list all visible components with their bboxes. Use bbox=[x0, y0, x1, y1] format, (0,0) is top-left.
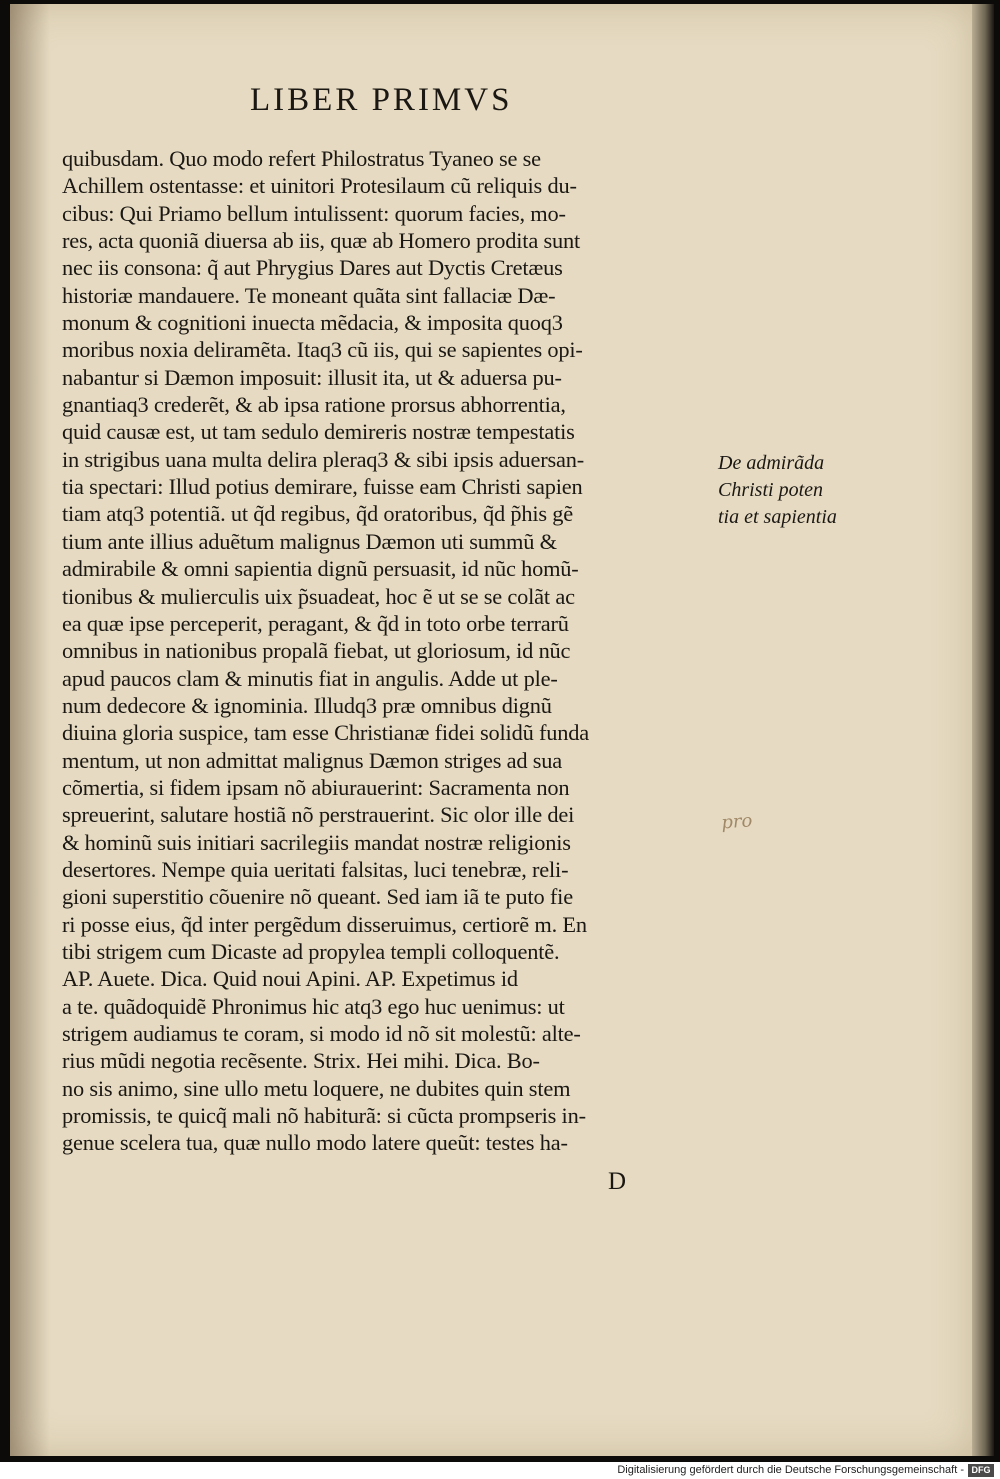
text-line: genue scelera tua, quæ nullo modo latere queũt: testes ha- bbox=[62, 1130, 568, 1156]
text-line: gnantiaq3 crederẽt, & ab ipsa ratione prorsus abhorrentia, bbox=[62, 392, 566, 418]
text-line: apud paucos clam & minutis fiat in angulis. Adde ut ple- bbox=[62, 665, 558, 691]
funding-credit: Digitalisierung gefördert durch die Deutsche Forschungsgemeinschaft - bbox=[617, 1464, 964, 1476]
text-line: omnibus in nationibus propalã fiebat, ut gloriosum, id nũc bbox=[62, 638, 571, 664]
marginal-note bbox=[718, 450, 868, 531]
marginal-note-line: De admirãda bbox=[718, 452, 825, 474]
text-line: tia spectari: Illud potius demirare, fuisse eam Christi sapien bbox=[62, 474, 583, 500]
dfg-logo: DFG bbox=[968, 1464, 994, 1477]
text-line: ri posse eius, q̃d inter pergẽdum disseruimus, certiorẽ m. En bbox=[62, 911, 587, 937]
text-line: promissis, te quicq̃ mali nõ habiturã: si cũcta prompseris in- bbox=[62, 1103, 586, 1129]
text-line: tium ante illius aduẽtum malignus Dæmon uti summũ & bbox=[62, 528, 557, 554]
text-line: monum & cognitioni inuecta mẽdacia, & imposita quoq3 bbox=[62, 310, 563, 336]
running-head: LIBER PRIMVS bbox=[250, 82, 513, 118]
text-line: cõmertia, si fidem ipsam nõ abiurauerint: Sacramenta non bbox=[62, 774, 570, 800]
text-line: spreuerint, salutare hostiã nõ perstrauerint. Sic olor ille dei bbox=[62, 802, 575, 828]
text-line: nabantur si Dæmon imposuit: illusit ita, ut & aduersa pu- bbox=[62, 364, 562, 390]
text-line: nec iis consona: q̃ aut Phrygius Dares aut Dyctis Cretæus bbox=[62, 255, 563, 281]
text-line: desertores. Nempe quia ueritati falsitas, luci tenebræ, reli- bbox=[62, 856, 569, 882]
text-line: tionibus & mulierculis uix p̃suadeat, hoc ẽ ut se se colãt ac bbox=[62, 583, 575, 609]
text-line: quibusdam. Quo modo refert Philostratus Tyaneo se se bbox=[62, 146, 541, 171]
marginal-note-line: tia et sapientia bbox=[718, 506, 837, 528]
text-line: cibus: Qui Priamo bellum intulissent: quorum facies, mo- bbox=[62, 200, 566, 226]
text-line: rius mũdi negotia recẽsente. Strix. Hei mihi. Dica. Bo- bbox=[62, 1048, 540, 1074]
text-line: a te. quãdoquidẽ Phronimus hic atq3 ego huc uenimus: ut bbox=[62, 993, 565, 1019]
text-line: AP. Auete. Dica. Quid noui Apini. AP. Expetimus id bbox=[62, 966, 518, 992]
text-line: gioni superstitio cõuenire nõ queant. Sed iam iã te puto fie bbox=[62, 884, 573, 910]
marginal-note-line: Christi poten bbox=[718, 479, 824, 501]
text-line: in strigibus uana multa delira pleraq3 & sibi ipsis aduersan- bbox=[62, 446, 584, 472]
text-line: moribus noxia deliramẽta. Itaq3 cũ iis, qui se sapientes opi- bbox=[62, 337, 583, 363]
text-line: & hominũ suis initiari sacrilegiis mandat nostræ religionis bbox=[62, 829, 571, 855]
text-line: diuina gloria suspice, tam esse Christianæ fidei solidũ funda bbox=[62, 720, 589, 746]
text-line: mentum, ut non admittat malignus Dæmon striges ad sua bbox=[62, 747, 562, 773]
text-line: admirabile & omni sapientia dignũ persuasit, id nũc homũ- bbox=[62, 556, 579, 582]
gutter-shadow bbox=[10, 4, 50, 1456]
text-line: quid causæ est, ut tam sedulo demireris nostræ tempestatis bbox=[62, 419, 575, 445]
text-line: ea quæ ipse perceperit, peragant, & q̃d in toto orbe terrarũ bbox=[62, 610, 569, 636]
text-line: tibi strigem cum Dicaste ad propylea templi colloquentẽ. bbox=[62, 938, 560, 964]
handwritten-annotation: pro bbox=[720, 810, 754, 834]
text-line: Achillem ostentasse: et uinitori Protesilaum cũ reliquis du- bbox=[62, 173, 577, 199]
text-line: no sis animo, sine ullo metu loquere, ne dubites quin stem bbox=[62, 1075, 571, 1101]
catchword: D bbox=[608, 1168, 627, 1195]
body-text bbox=[62, 145, 722, 1157]
text-line: tiam atq3 potentiã. ut q̃d regibus, q̃d oratoribus, q̃d p̃his gẽ bbox=[62, 501, 573, 527]
text-line: num dedecore & ignominia. Illudq3 præ omnibus dignũ bbox=[62, 692, 552, 718]
page-edge bbox=[972, 4, 994, 1456]
text-line: historiæ mandauere. Te moneant quãta sint fallaciæ Dæ- bbox=[62, 282, 556, 308]
text-line: res, acta quoniã diuersa ab iis, quæ ab Homero prodita sunt bbox=[62, 228, 580, 254]
text-line: strigem audiamus te coram, si modo id nõ sit molestũ: alte- bbox=[62, 1021, 581, 1046]
